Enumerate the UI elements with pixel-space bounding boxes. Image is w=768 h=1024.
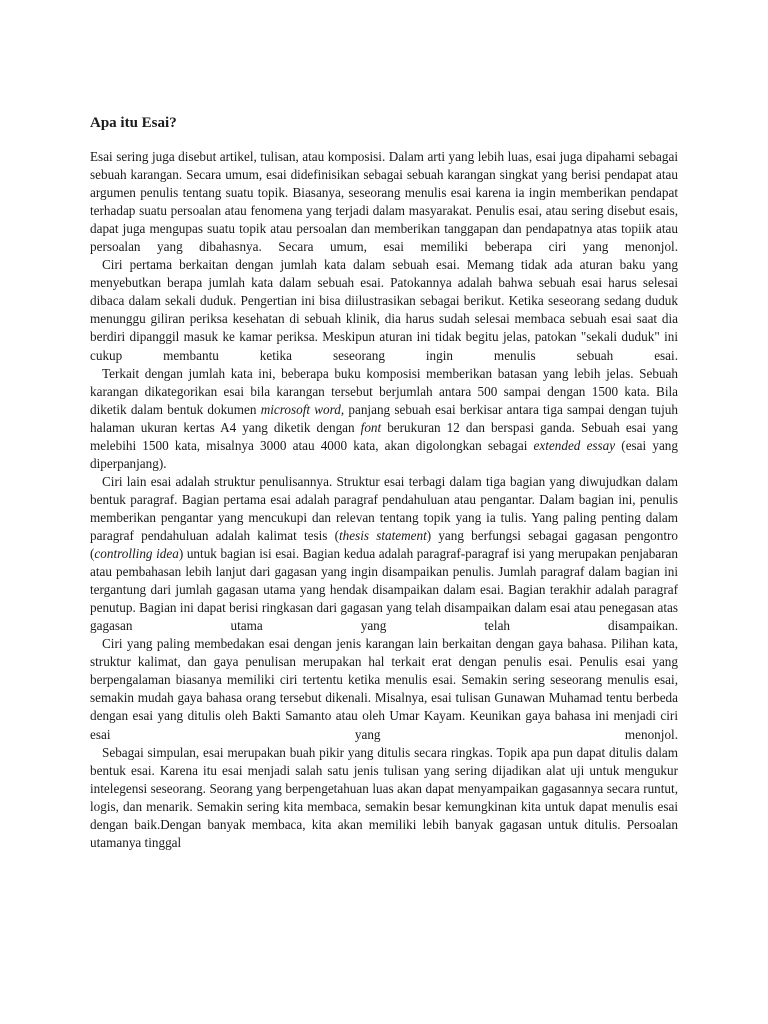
paragraph-text: ) yang berfungsi sebagai gagasan pengontro ( bbox=[90, 527, 678, 562]
document-page bbox=[90, 0, 678, 1024]
paragraph-5 bbox=[90, 635, 678, 743]
italic-term: extended essay bbox=[533, 437, 616, 453]
paragraph-text: , panjang sebuah esai berkisar antara tiga sampai dengan tujuh halaman ukuran kertas A4 yang diketik dengan bbox=[90, 401, 678, 435]
document-title: Apa itu Esai? bbox=[90, 115, 177, 131]
paragraph-2 bbox=[90, 256, 678, 364]
paragraph-text: Esai sering juga disebut artikel, tulisan, atau komposisi. Dalam arti yang lebih luas, esai juga dipahami sebagai sebuah karangan. Secara umum, esai didefinisikan sebagai sebuah karangan singkat yang berisi pendapat atau argumen penulis tentang suatu topik. Biasanya, seseorang menulis esai karena ia ingin memberikan pendapat terhadap suatu persoalan atau fenomena yang terjadi dalam masyarakat. Penulis esai, atau sering disebut esais, dapat juga mengupas suatu topik atau persoalan dan memberikan tanggapan dan pendapatnya atas topiik atau persoalan yang dibahasnya. Secara umum, esai memiliki beberapa ciri yang menonjol. bbox=[90, 149, 678, 255]
paragraph-4 bbox=[90, 473, 678, 635]
paragraph-text: Terkait dengan jumlah kata ini, beberapa buku komposisi memberikan batasan yang lebih jelas. Sebuah karangan dikategorikan esai bila karangan tersebut berjumlah antara 500 sampai dengan 1500 kata. Bila diketik dalam bentuk dokumen bbox=[90, 365, 678, 417]
italic-term: microsoft word bbox=[260, 401, 341, 417]
paragraph-text: Ciri lain esai adalah struktur penulisannya. Struktur esai terbagi dalam tiga bagian yang diwujudkan dalam bentuk paragraf. Bagian pertama esai adalah paragraf pendahuluan atau pengantar. Dalam bagian ini, penulis memberikan pengantar yang mencukupi dan relevan tentang topik yang ia tulis. Yang paling penting dalam paragraf pendahuluan adalah kalimat tesis ( bbox=[90, 473, 678, 543]
paragraph-1 bbox=[90, 148, 678, 256]
paragraph-text: ) untuk bagian isi esai. Bagian kedua adalah paragraf-paragraf isi yang merupakan penjabaran atau pembahasan lebih lanjut dari gagasan yang ingin disampaikan penulis. Jumlah paragraf dalam bagian ini tergantung dari jumlah gagasan utama yang hendak disampaikan dalam esai. Bagian terakhir adalah paragraf penutup. Bagian ini dapat berisi ringkasan dari gagasan yang telah disampaikan dalam esai atau penegasan atas gagasan utama yang telah disampaikan. bbox=[90, 546, 678, 634]
paragraph-3 bbox=[90, 365, 678, 473]
paragraph-6 bbox=[90, 744, 678, 852]
italic-term: controlling idea bbox=[94, 546, 179, 562]
paragraph-text: (esai yang diperpanjang). bbox=[90, 437, 678, 471]
paragraph-text: Ciri pertama berkaitan dengan jumlah kata dalam sebuah esai. Memang tidak ada aturan baku yang menyebutkan berapa jumlah kata dalam sebuah esai. Patokannya adalah bahwa sebuah esai harus selesai dibaca dalam sekali duduk. Pengertian ini bisa diilustrasikan sebagai berikut. Ketika seseorang sedang duduk menunggu giliran periksa kesehatan di sebuah klinik, dia harus sudah selesai membaca sebuah esai saat dia berdiri dipanggil masuk ke kamar periksa. Meskipun aturan ini tidak begitu jelas, patokan "sekali duduk" ini cukup membantu ketika seseorang ingin menulis sebuah esai. bbox=[90, 257, 678, 363]
italic-term: thesis statement bbox=[339, 527, 427, 543]
paragraph-text: Sebagai simpulan, esai merupakan buah pikir yang ditulis secara ringkas. Topik apa pun dapat ditulis dalam bentuk esai. Karena itu esai menjadi salah satu jenis tulisan yang sering dijadikan alat uji untuk mengukur intelegensi seseorang. Seorang yang berpengetahuan luas akan dapat menyampaikan gagasannya secara runtut, logis, dan menarik. Semakin sering kita membaca, semakin besar kemungkinan kita untuk dapat menulis esai dengan baik.Dengan banyak membaca, kita akan memiliki lebih banyak gagasan untuk ditulis. Persoalan utamanya tinggal bbox=[90, 744, 678, 850]
document-body bbox=[90, 148, 678, 852]
italic-term: font bbox=[360, 419, 382, 435]
paragraph-text: berukuran 12 dan berspasi ganda. Sebuah esai yang melebihi 1500 kata, misalnya 3000 atau 4000 kata, akan digolongkan sebagai bbox=[90, 419, 678, 453]
paragraph-text: Ciri yang paling membedakan esai dengan jenis karangan lain berkaitan dengan gaya bahasa. Pilihan kata, struktur kalimat, dan gaya penulisan merupakan hal terkait erat dengan penulis esai. Penulis esai yang berpengalaman biasanya memiliki ciri tertentu ketika menulis esai. Semakin sering seseorang menulis esai, semakin mudah gaya bahasa orang tersebut dikenali. Misalnya, esai tulisan Gunawan Muhamad tentu berbeda dengan esai yang ditulis oleh Bakti Samanto atau oleh Umar Kayam. Keunikan gaya bahasa ini menjadi ciri esai yang menonjol. bbox=[90, 636, 678, 742]
